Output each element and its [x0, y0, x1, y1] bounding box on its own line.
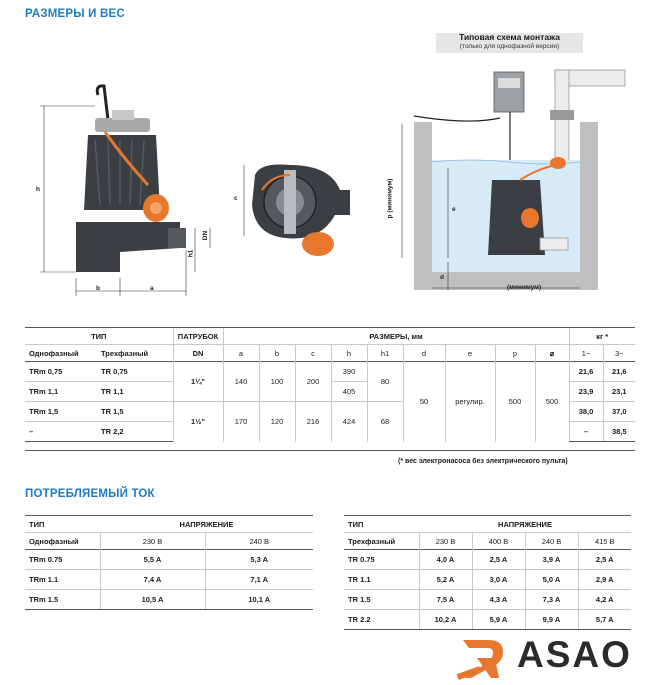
col-h1: h1	[367, 345, 403, 362]
cur1-h-type: ТИП	[25, 516, 100, 533]
col-dia: ⌀	[535, 345, 569, 362]
col-k1: 1~	[569, 345, 603, 362]
cur3-type: TR 0.75	[344, 550, 419, 570]
row-three: TR 2,2	[97, 422, 173, 442]
cur3-val: 3,0 A	[472, 570, 525, 590]
cur3-val: 2,5 A	[472, 550, 525, 570]
section-title-dimensions: РАЗМЕРЫ И ВЕС	[25, 8, 125, 20]
val-dia: 500	[535, 362, 569, 442]
val-h1: 68	[367, 402, 403, 442]
cur1-val: 7,1 A	[205, 570, 313, 590]
val-kg3: 23,1	[603, 382, 635, 402]
val-kg1: 38,0	[569, 402, 603, 422]
cur1-val: 7,4 A	[100, 570, 205, 590]
val-e: регулир.	[445, 362, 495, 442]
dim-label-a: a	[150, 285, 154, 292]
cur3-val: 4,2 A	[578, 590, 631, 610]
dim-label-e: e	[452, 206, 456, 213]
dims-h-three: Трехфазный	[97, 345, 173, 362]
installation-schema	[414, 70, 625, 290]
val-c: 216	[295, 402, 331, 442]
val-h: 424	[331, 402, 367, 442]
logo-text: ASAO	[517, 634, 632, 675]
val-h: 390	[331, 362, 367, 382]
cur3-val: 3,9 A	[525, 550, 578, 570]
col-e: e	[445, 345, 495, 362]
table-row	[344, 590, 631, 610]
cur3-type: TR 1.5	[344, 590, 419, 610]
cur3-val: 2,5 A	[578, 550, 631, 570]
cur1-v230: 230 В	[100, 533, 205, 550]
pump-top-view	[244, 164, 350, 256]
current-table-three	[344, 515, 631, 630]
cur3-val: 2,9 A	[578, 570, 631, 590]
row-three: TR 1,1	[97, 382, 173, 402]
dim-label-dn: DN	[202, 230, 210, 241]
cur3-h-type: ТИП	[344, 516, 419, 533]
dim-label-h: h	[36, 186, 40, 193]
cur1-val: 5,5 A	[100, 550, 205, 570]
cur3-val: 10,2 A	[419, 610, 472, 630]
val-b: 120	[259, 402, 295, 442]
install-subtitle: (только для однофазной версии)	[459, 43, 560, 50]
row-three: TR 1,5	[97, 402, 173, 422]
val-d: 50	[403, 362, 445, 442]
val-kg3: 38,5	[603, 422, 635, 442]
cur3-val: 4,3 A	[472, 590, 525, 610]
dim-label-diameter: (минимум)	[507, 284, 542, 291]
col-d: d	[403, 345, 445, 362]
val-kg3: 21,6	[603, 362, 635, 382]
cur3-v400: 400 В	[472, 533, 525, 550]
dim-label-p: p (минимум)	[386, 178, 394, 219]
col-h: h	[331, 345, 367, 362]
dim-label-h1: h1	[187, 249, 195, 258]
val-a: 170	[223, 402, 259, 442]
table-row	[25, 362, 635, 382]
cur3-type: TR 2.2	[344, 610, 419, 630]
val-kg3: 37,0	[603, 402, 635, 422]
row-single: TRm 1,5	[25, 402, 97, 422]
cur3-h-three: Трехфазный	[344, 533, 419, 550]
dims-h-port: ПАТРУБОК	[173, 328, 223, 345]
val-kg1: –	[569, 422, 603, 442]
val-h: 405	[331, 382, 367, 402]
table-row	[344, 550, 631, 570]
table-row	[25, 570, 313, 590]
cur3-val: 7,3 A	[525, 590, 578, 610]
cur1-val: 10,1 A	[205, 590, 313, 610]
dim-label-b: b	[96, 285, 100, 292]
table-row	[344, 610, 631, 630]
dim-label-d: d	[440, 274, 444, 281]
table-row	[344, 570, 631, 590]
cur3-h-volt: НАПРЯЖЕНИЕ	[419, 516, 631, 533]
cur3-val: 9,9 A	[525, 610, 578, 630]
cur1-h-single: Однофазный	[25, 533, 100, 550]
val-kg1: 23,9	[569, 382, 603, 402]
row-single: TRm 1,1	[25, 382, 97, 402]
cur3-type: TR 1.1	[344, 570, 419, 590]
table-row	[25, 590, 313, 610]
dim-label-c: c	[234, 195, 238, 202]
cur1-h-volt: НАПРЯЖЕНИЕ	[100, 516, 313, 533]
cur1-val: 10,5 A	[100, 590, 205, 610]
pump-side-view	[76, 86, 186, 272]
cur3-val: 5,2 A	[419, 570, 472, 590]
dn-value: 1¼"	[173, 362, 223, 402]
cur1-type: TRm 1.1	[25, 570, 100, 590]
cur3-val: 5,7 A	[578, 610, 631, 630]
val-b: 100	[259, 362, 295, 402]
dims-h-kg: кг *	[569, 328, 635, 345]
col-b: b	[259, 345, 295, 362]
dims-h-type: ТИП	[25, 328, 173, 345]
install-title: Типовая схема монтажа	[459, 32, 560, 42]
dims-h-dims: РАЗМЕРЫ, мм	[223, 328, 569, 345]
cur1-v240: 240 В	[205, 533, 313, 550]
cur1-type: TRm 1.5	[25, 590, 100, 610]
col-p: p	[495, 345, 535, 362]
col-a: a	[223, 345, 259, 362]
cur3-val: 7,5 A	[419, 590, 472, 610]
weight-note: (* вес электронасоса без электрического пульта)	[398, 458, 568, 465]
section-title-current: ПОТРЕБЛЯЕМЫЙ ТОК	[25, 488, 155, 500]
row-three: TR 0,75	[97, 362, 173, 382]
current-table-single	[25, 515, 313, 610]
dimensions-table	[25, 327, 635, 442]
dims-h-single: Однофазный	[25, 345, 97, 362]
cur1-val: 5,3 A	[205, 550, 313, 570]
cur3-val: 5,0 A	[525, 570, 578, 590]
cur3-v230: 230 В	[419, 533, 472, 550]
val-kg1: 21,6	[569, 362, 603, 382]
cur3-v415: 415 В	[578, 533, 631, 550]
val-a: 140	[223, 362, 259, 402]
logo-mark-icon	[455, 632, 515, 682]
val-c: 200	[295, 362, 331, 402]
cur3-v240: 240 В	[525, 533, 578, 550]
cur3-val: 4,0 A	[419, 550, 472, 570]
cur3-val: 5,9 A	[472, 610, 525, 630]
val-p: 500	[495, 362, 535, 442]
table-bottom-rule	[25, 450, 635, 451]
asao-logo	[455, 632, 655, 682]
col-c: c	[295, 345, 331, 362]
row-single: –	[25, 422, 97, 442]
install-caption	[436, 33, 583, 53]
row-single: TRm 0,75	[25, 362, 97, 382]
dn-value: 1½"	[173, 402, 223, 442]
table-row	[25, 550, 313, 570]
cur1-type: TRm 0.75	[25, 550, 100, 570]
col-k3: 3~	[603, 345, 635, 362]
dims-h-dn: DN	[173, 345, 223, 362]
val-h1: 80	[367, 362, 403, 402]
